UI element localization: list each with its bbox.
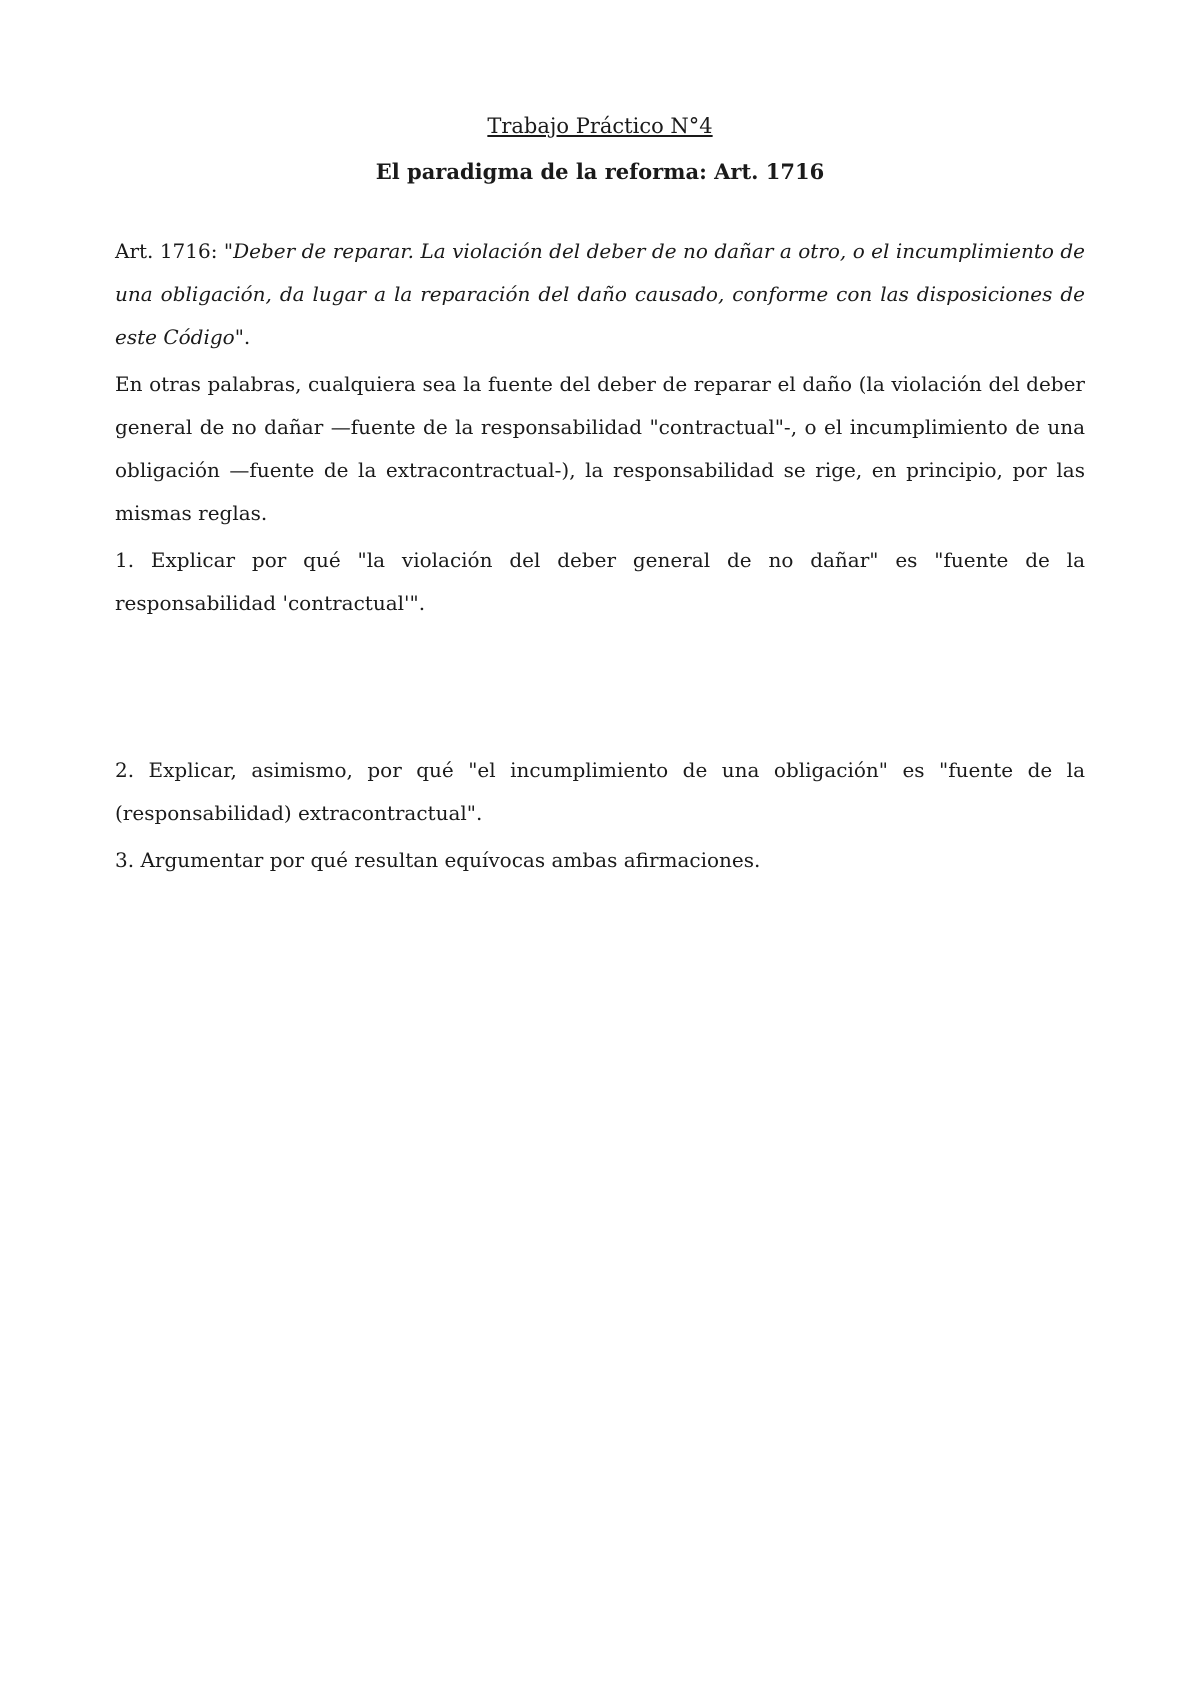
document-page <box>115 110 1085 886</box>
question-3: 3. Argumentar por qué resultan equívocas ambas afirmaciones. <box>115 848 761 872</box>
article-paragraph <box>115 230 1085 359</box>
intro-paragraph: En otras palabras, cualquiera sea la fuente del deber de reparar el daño (la violación del deber general de no dañar —fuente de la responsabilidad "contractual"-, o el incumplimiento de una obligación —fuente de la extracontractual-), la responsabilidad se rige, en principio, por las mismas reglas. <box>115 372 1085 525</box>
question-2: 2. Explicar, asimismo, por qué "el incumplimiento de una obligación" es "fuente de la (responsabilidad) extracontractual". <box>115 758 1085 825</box>
document-title: Trabajo Práctico N°4 <box>487 114 713 138</box>
question-1: 1. Explicar por qué "la violación del deber general de no dañar" es "fuente de la responsabilidad 'contractual'". <box>115 548 1085 615</box>
document-subtitle: El paradigma de la reforma: Art. 1716 <box>375 159 825 184</box>
article-quote: Deber de reparar. La violación del deber de no dañar a otro, o el incumplimiento de una obligación, da lugar a la reparación del daño causado, conforme con las disposiciones de este Código <box>115 239 1086 349</box>
answer-space <box>115 629 1085 749</box>
article-suffix: ". <box>234 325 251 349</box>
article-prefix: Art. 1716: " <box>115 239 234 263</box>
